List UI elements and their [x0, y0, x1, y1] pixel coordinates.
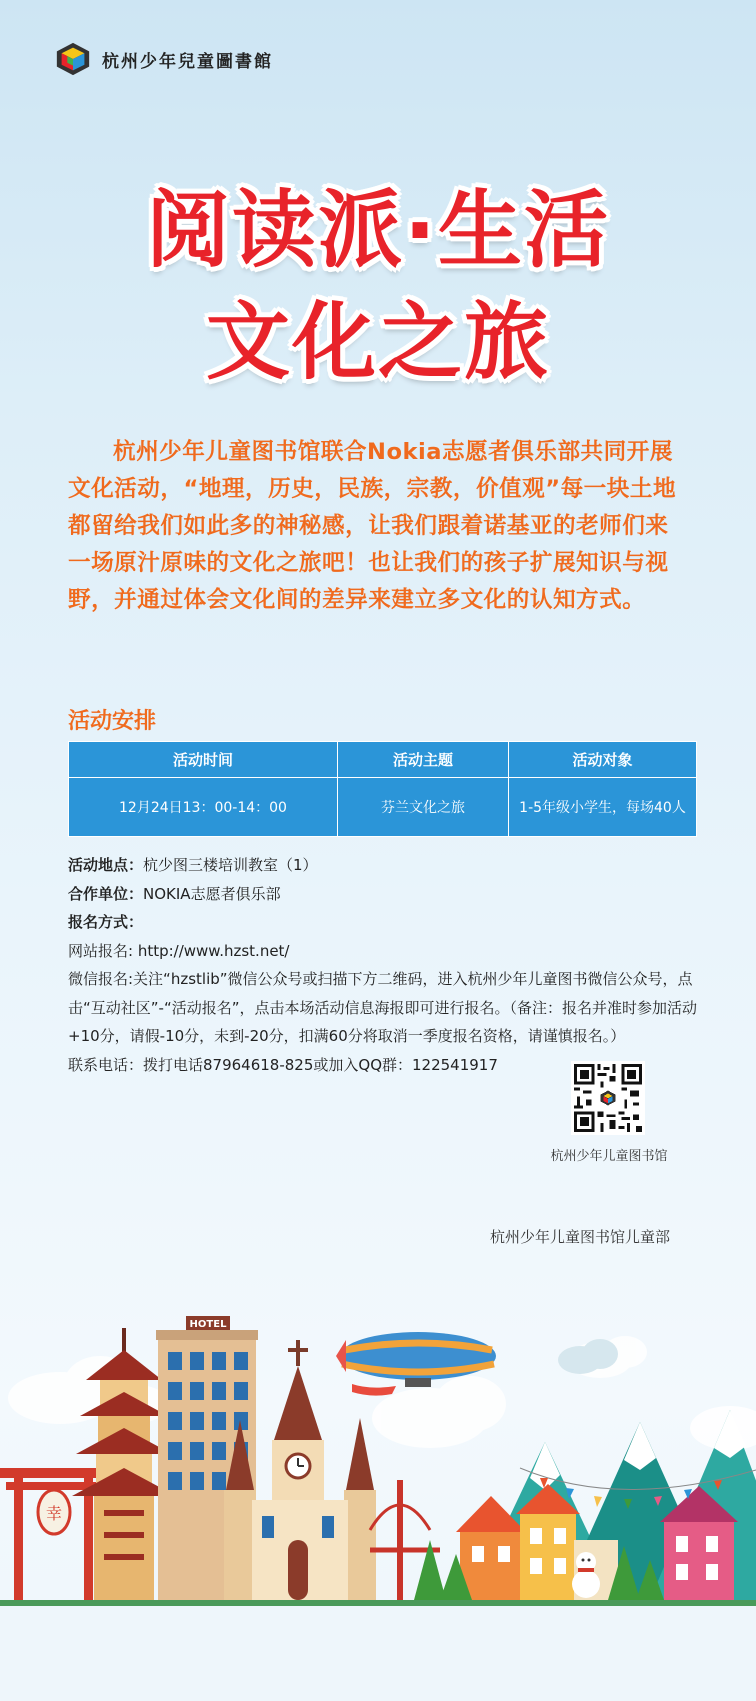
signup-label: 报名方式：	[68, 913, 144, 931]
library-logo-icon	[54, 40, 92, 78]
location-label: 活动地点：	[68, 856, 144, 874]
cell-audience: 1-5年级小学生，每场40人	[509, 778, 697, 837]
partner-label: 合作单位：	[68, 884, 144, 903]
event-details	[68, 851, 708, 1079]
partner-line	[68, 880, 708, 909]
location-line	[68, 851, 708, 880]
organizer-department: 杭州少年儿童图书馆儿童部	[489, 1228, 670, 1246]
cell-theme: 芬兰文化之旅	[338, 778, 509, 837]
schedule-header-row	[69, 742, 697, 778]
intro-paragraph: 杭州少年儿童图书馆联合Nokia志愿者俱乐部共同开展文化活动，“地理，历史，民族，宗教，价值观”每一块土地都留给我们如此多的神秘感，让我们跟着诺基亚的老师们来一场原汁原味的文化之旅吧！也让我们的孩子扩展知识与视野，并通过体会文化间的差异来建立多文化的认知方式。	[68, 439, 677, 613]
title-line-2: 文化之旅	[205, 293, 550, 391]
wechat-signup: 微信报名:关注“hzstlib”微信公众号或扫描下方二维码，进入杭州少年儿童图书微信公众号，点击“互动社区”-“活动报名”，点击本场活动信息海报即可进行报名。（备注：报名并准时参加活动+10分，请假-10分，未到-20分，扣满60分将取消一季度报名资格，请谨慎报名。）	[68, 970, 698, 1045]
lantern-icon	[38, 1490, 70, 1534]
partner-value: NOKIA志愿者俱乐部	[143, 884, 281, 903]
cell-time: 12月24日13：00-14：00	[69, 778, 338, 837]
lantern-char: 幸	[45, 1504, 63, 1523]
header-audience: 活动对象	[509, 742, 697, 778]
wechat-qr-code	[571, 1061, 645, 1135]
library-name: 杭州少年兒童圖書館	[102, 51, 273, 72]
header-time: 活动时间	[69, 742, 338, 778]
title-line-1: 阅读派·生活	[146, 181, 610, 279]
table-row	[69, 778, 697, 837]
qr-caption: 杭州少年儿童图书馆	[550, 1149, 668, 1164]
website-signup: 网站报名: http://www.hzst.net/	[68, 941, 290, 960]
library-logo	[54, 40, 273, 78]
schedule-table	[68, 741, 697, 837]
header-theme: 活动主题	[338, 742, 509, 778]
city-skyline-illustration	[0, 1300, 756, 1701]
hotel-sign: HOTEL	[189, 1319, 227, 1330]
location-value: 杭少图三楼培训教室（1）	[143, 856, 318, 874]
contact-phone: 联系电话：拨打电话87964618-825或加入QQ群：122541917	[68, 1055, 498, 1074]
schedule-heading: 活动安排	[68, 709, 157, 734]
